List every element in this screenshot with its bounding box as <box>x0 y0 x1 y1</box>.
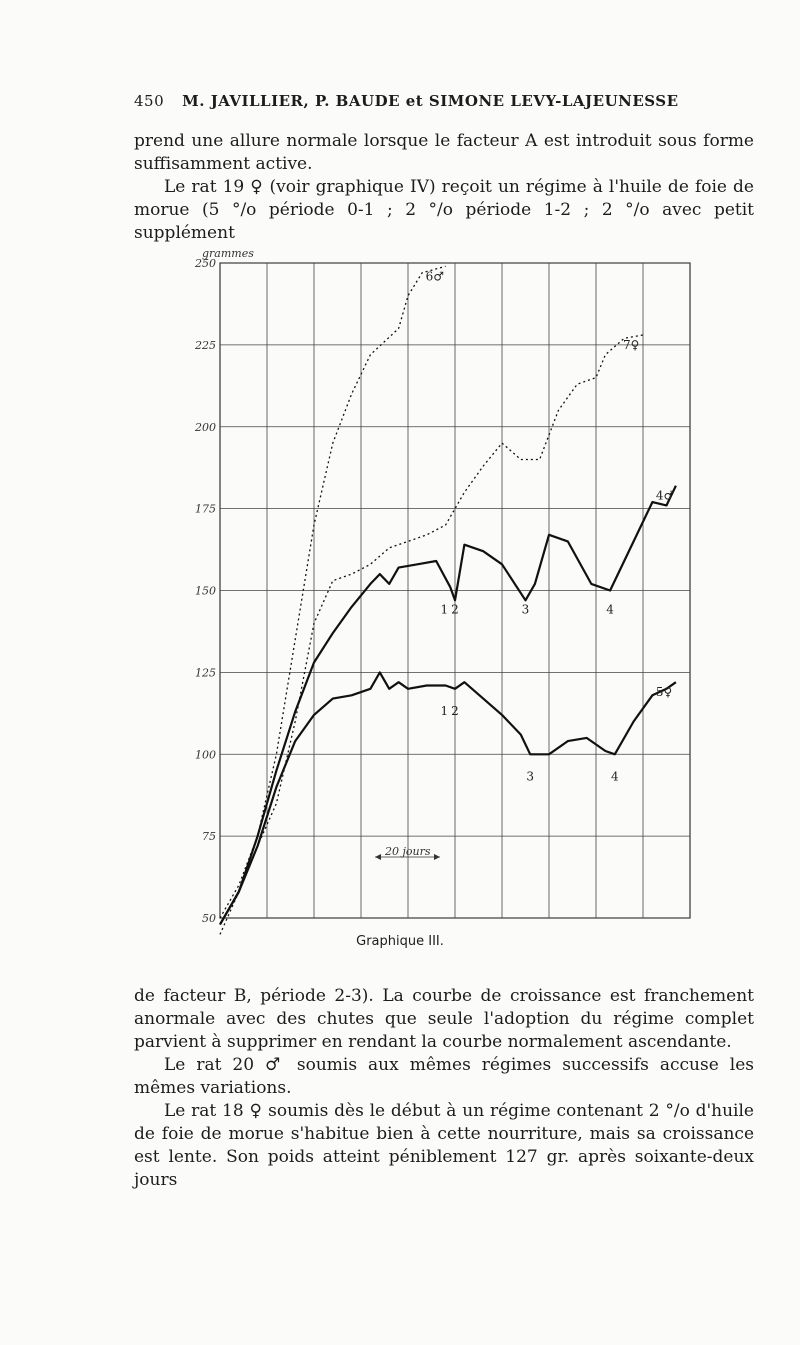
authors-header: M. JAVILLIER, P. BAUDE et SIMONE LEVY-LAJEUNESSE <box>182 92 679 110</box>
y-tick-label: 200 <box>195 420 216 434</box>
y-tick-label: 225 <box>195 338 216 352</box>
y-tick-label: 175 <box>195 502 216 516</box>
series-line <box>220 266 449 918</box>
growth-chart <box>180 245 700 935</box>
series-label: 7♀ <box>623 338 640 353</box>
page-number: 450 <box>134 92 165 110</box>
period-marker: 2 <box>451 703 459 718</box>
series-labels <box>426 269 675 699</box>
y-tick-label: 125 <box>195 666 216 680</box>
y-tick-label: 100 <box>195 748 216 762</box>
period-marker: 4 <box>610 769 619 784</box>
period-marker: 1 <box>440 703 449 718</box>
series-label: 5♀ <box>655 685 673 700</box>
paragraph: prend une allure normale lorsque le facteur A est introduit sous forme suffisamment active. <box>134 131 754 174</box>
period-markers <box>440 602 619 783</box>
running-header <box>134 92 754 110</box>
period-marker: 1 <box>440 602 449 617</box>
scale-note-text: 20 jours <box>385 845 431 858</box>
period-marker: 3 <box>521 602 530 617</box>
scale-note <box>375 845 440 860</box>
paragraph: de facteur B, période 2-3). La courbe de croissance est franchement anormale avec des chutes que seule l'adoption du régime complet parvient à supprimer en rendant la courbe normalement ascendante. <box>134 986 754 1052</box>
y-tick-label: 75 <box>202 830 216 844</box>
series-label: 6♂ <box>425 269 445 284</box>
y-tick-label: 150 <box>195 584 216 598</box>
text-block-top <box>134 130 754 245</box>
series-line <box>220 335 643 934</box>
period-marker: 2 <box>451 602 459 617</box>
y-tick-label: 50 <box>202 912 216 925</box>
y-tick-label: 250 <box>195 257 216 270</box>
paragraph: Le rat 18 ♀ soumis dès le début à un régime contenant 2 °/o d'huile de foie de morue s'habitue bien à cette nourriture, mais sa croissance est lente. Son poids atteint péniblement 127 gr. après soixante-deux jours <box>134 1101 754 1190</box>
period-marker: 4 <box>606 602 614 617</box>
period-marker: 3 <box>526 769 535 784</box>
series-label: 4♂ <box>655 488 675 503</box>
y-axis-label: grammes <box>202 247 254 260</box>
paragraph: Le rat 20 ♂ soumis aux mêmes régimes successifs accuse les mêmes variations. <box>134 1055 754 1098</box>
y-tick-labels <box>194 257 216 925</box>
text-block-bottom <box>134 985 754 1192</box>
figure-caption: Graphique III. <box>356 934 444 949</box>
chart-grid <box>220 263 690 918</box>
paragraph: Le rat 19 ♀ (voir graphique IV) reçoit un régime à l'huile de foie de morue (5 °/o période 0-1 ; 2 °/o période 1-2 ; 2 °/o avec petit supplément <box>134 177 754 243</box>
series-lines <box>220 266 676 934</box>
